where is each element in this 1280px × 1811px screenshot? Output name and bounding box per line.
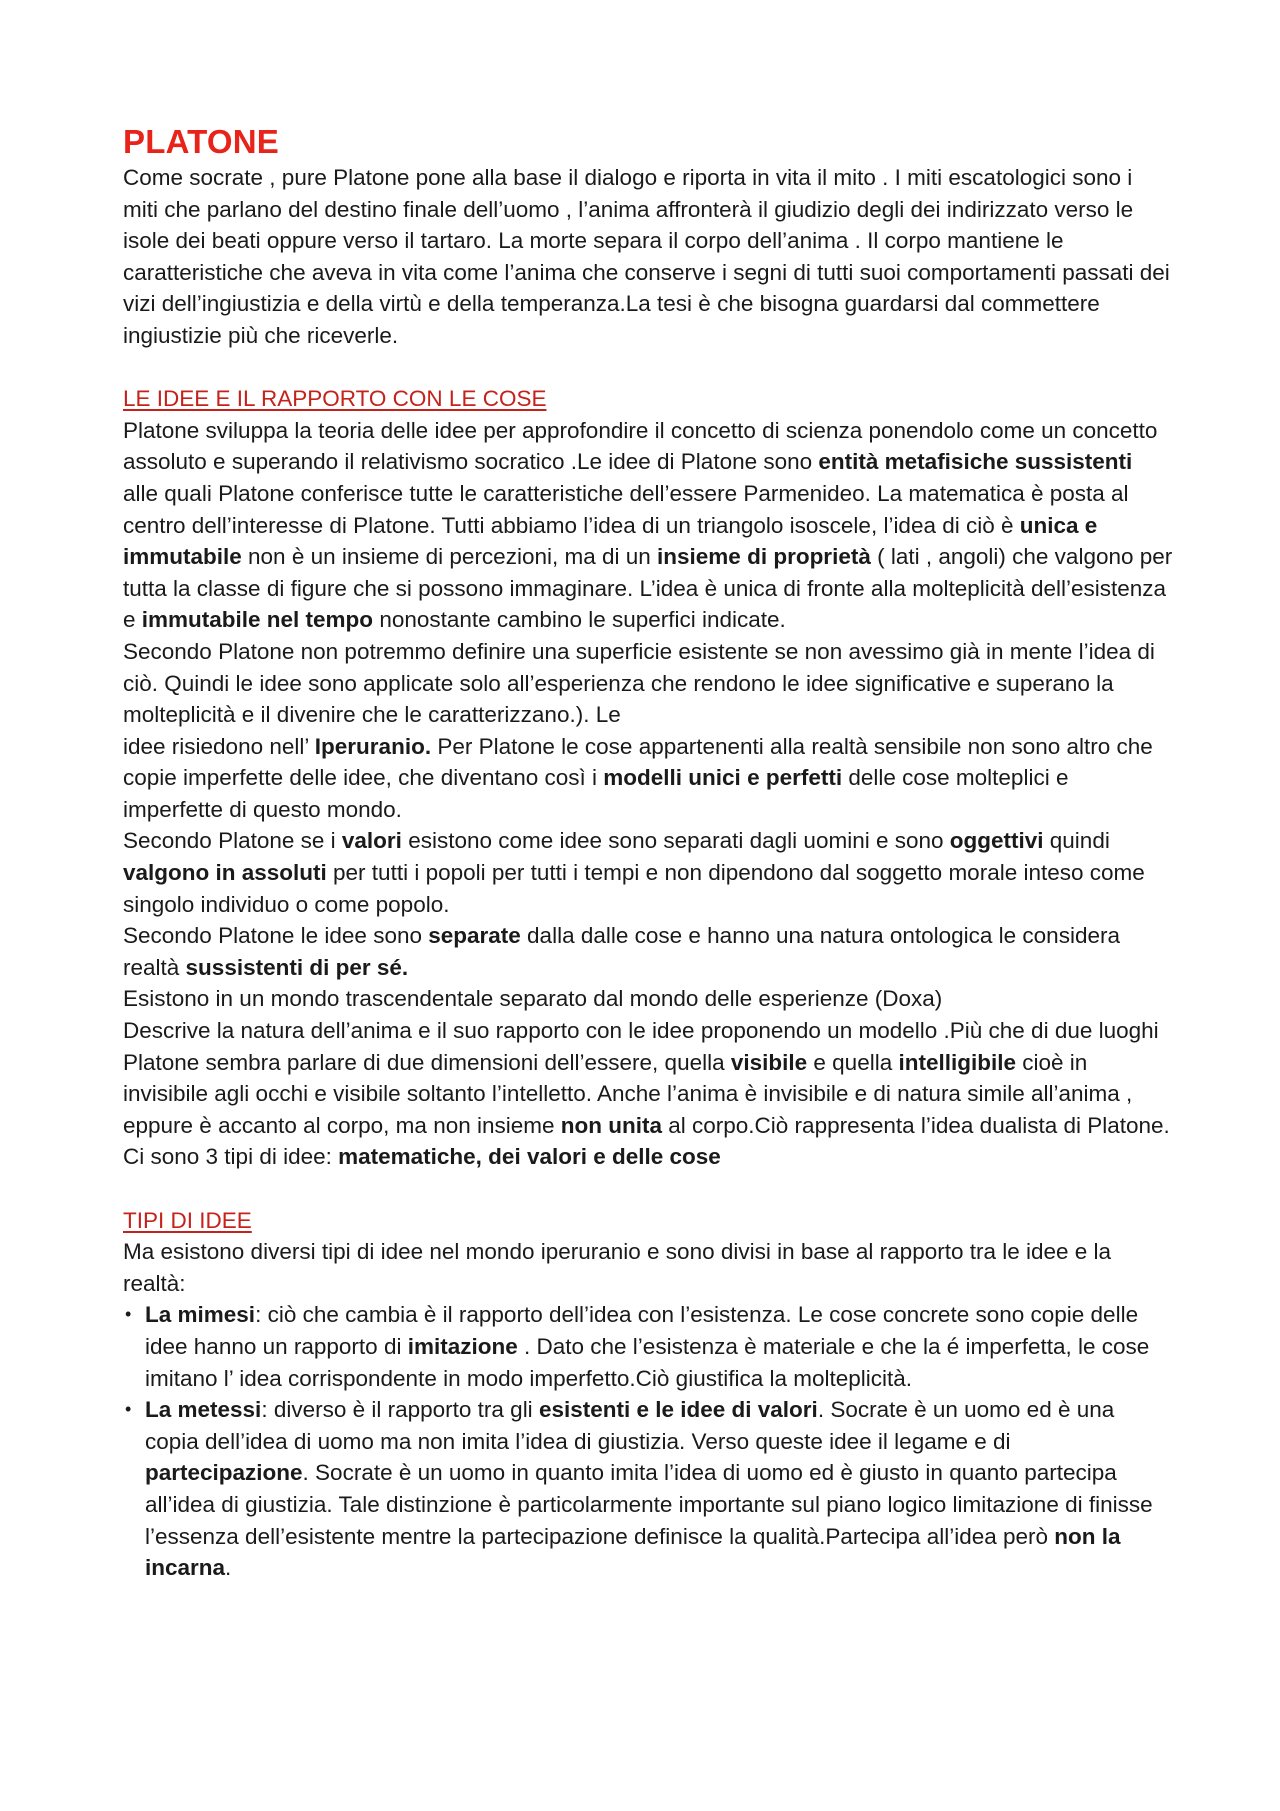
paragraph: Esistono in un mondo trascendentale separato dal mondo delle esperienze (Doxa) <box>123 986 943 1012</box>
bold-term: imitazione <box>407 1333 518 1359</box>
paragraph: idee risiedono nell’ Iperuranio. Per Platone le cose appartenenti alla realtà sensibile non sono altro che copie imperfette delle idee, che diventano così i modelli unici e perfetti delle cose molteplici e imperfette di questo mondo. <box>123 733 1153 822</box>
bold-term: entità metafisiche sussistenti <box>818 449 1133 475</box>
paragraph: Descrive la natura dell’anima e il suo rapporto con le idee proponendo un modello .Più che di due luoghi Platone sembra parlare di due dimensioni dell’essere, quella visibile e quella intelligibile cioè in invisibile agli occhi e visibile soltanto l’intelletto. Anche l’anima è invisibile e di natura simile all’anima , eppure è accanto al corpo, ma non insieme non unita al corpo.Ciò rappresenta l’idea dualista di Platone. <box>123 1018 1170 1138</box>
paragraph: Ma esistono diversi tipi di idee nel mondo iperuranio e sono divisi in base al rapporto tra le idee e la realtà: <box>123 1239 1112 1296</box>
paragraph: Secondo Platone le idee sono separate dalla dalle cose e hanno una natura ontologica le considera realtà sussistenti di per sé. <box>123 923 1120 980</box>
bold-term: La mimesi <box>145 1302 256 1328</box>
bold-term: valori <box>341 828 402 854</box>
section-heading-tipi: TIPI DI IDEE <box>123 1207 252 1233</box>
section-heading-idee: LE IDEE E IL RAPPORTO CON LE COSE <box>123 386 547 412</box>
bold-term: Iperuranio. <box>314 733 432 759</box>
bold-term: sussistenti di per sé. <box>185 954 409 980</box>
paragraph: Platone sviluppa la teoria delle idee per approfondire il concetto di scienza ponendolo come un concetto assoluto e superando il relativismo socratico .Le idee di Platone sono entità metafisiche sussistenti alle quali Platone conferisce tutte le caratteristiche dell’essere Parmenideo. La matematica è posta al centro dell’interesse di Platone. Tutti abbiamo l’idea di un triangolo isoscele, l’idea di ciò è unica e immutabile non è un insieme di percezioni, ma di un insieme di proprietà ( lati , angoli) che valgono per tutta la classe di figure che si possono immaginare. L’idea è unica di fronte alla molteplicità dell’esistenza e immutabile nel tempo nonostante cambino le superfici indicate. <box>123 417 1173 633</box>
bullet-list <box>123 1299 1173 1583</box>
bold-term: La metessi <box>145 1397 262 1423</box>
bold-term: non la incarna <box>145 1523 1121 1581</box>
paragraph: Ci sono 3 tipi di idee: matematiche, dei valori e delle cose <box>123 1144 721 1170</box>
paragraph: Secondo Platone se i valori esistono come idee sono separati dagli uomini e sono oggettivi quindi valgono in assoluti per tutti i popoli per tutti i tempi e non dipendono dal soggetto morale inteso come singolo individuo o come popolo. <box>123 828 1145 917</box>
bold-term: immutabile nel tempo <box>141 607 374 633</box>
bold-term: matematiche, dei valori e delle cose <box>338 1144 721 1170</box>
bold-term: non unita <box>560 1112 662 1138</box>
list-item-mimesi: • La mimesi: ciò che cambia è il rapporto dell’idea con l’esistenza. Le cose concrete sono copie delle idee hanno un rapporto di imitazione . Dato che l’esistenza è materiale e che la é imperfetta, le cose imitano l’ idea corrispondente in modo imperfetto.Ciò giustifica la molteplicità. <box>123 1299 1173 1394</box>
bold-term: valgono in assoluti <box>123 860 327 886</box>
bold-term: separate <box>428 923 521 949</box>
paragraph: Secondo Platone non potremmo definire una superficie esistente se non avessimo già in mente l’idea di ciò. Quindi le idee sono applicate solo all’esperienza che rendono le idee significative e superano la molteplicità e il divenire che le caratterizzano.). Le <box>123 638 1155 728</box>
spacer <box>123 1173 1173 1205</box>
bold-term: partecipazione <box>145 1460 303 1486</box>
bold-term: visibile <box>730 1049 808 1075</box>
spacer <box>123 352 1173 384</box>
bold-term: oggettivi <box>949 828 1044 854</box>
document-page <box>123 122 1173 1584</box>
bold-term: esistenti e le idee di valori <box>538 1397 818 1423</box>
bold-term: intelligibile <box>898 1049 1016 1075</box>
intro-paragraph: Come socrate , pure Platone pone alla base il dialogo e riporta in vita il mito . I miti escatologici sono i miti che parlano del destino finale dell’uomo , l’anima affronterà il giudizio degli dei indirizzato verso le isole dei beati oppure verso il tartaro. La morte separa il corpo dell’anima . Il corpo mantiene le caratteristiche che aveva in vita come l’anima che conserve i segni di tutti suoi comportamenti passati dei vizi dell’ingiustizia e della virtù e della temperanza.La tesi è che bisogna guardarsi dal commettere ingiustizie più che riceverle. <box>123 165 1170 348</box>
bold-term: insieme di proprietà <box>657 544 871 570</box>
page-title: PLATONE <box>123 123 280 160</box>
bold-term: unica e immutabile <box>123 512 1098 570</box>
list-item-metessi: • La metessi: diverso è il rapporto tra gli esistenti e le idee di valori. Socrate è un uomo ed è una copia dell’idea di uomo ma non imita l’idea di giustizia. Verso queste idee il legame e di partecipazione. Socrate è un uomo in quanto imita l’idea di uomo ed è giusto in quanto partecipa all’idea di giustizia. Tale distinzione è particolarmente importante sul piano logico limitazione di finisse l’essenza dell’esistente mentre la partecipazione definisce la qualità.Partecipa all’idea però non la incarna. <box>123 1394 1173 1584</box>
bold-term: modelli unici e perfetti <box>603 765 843 791</box>
